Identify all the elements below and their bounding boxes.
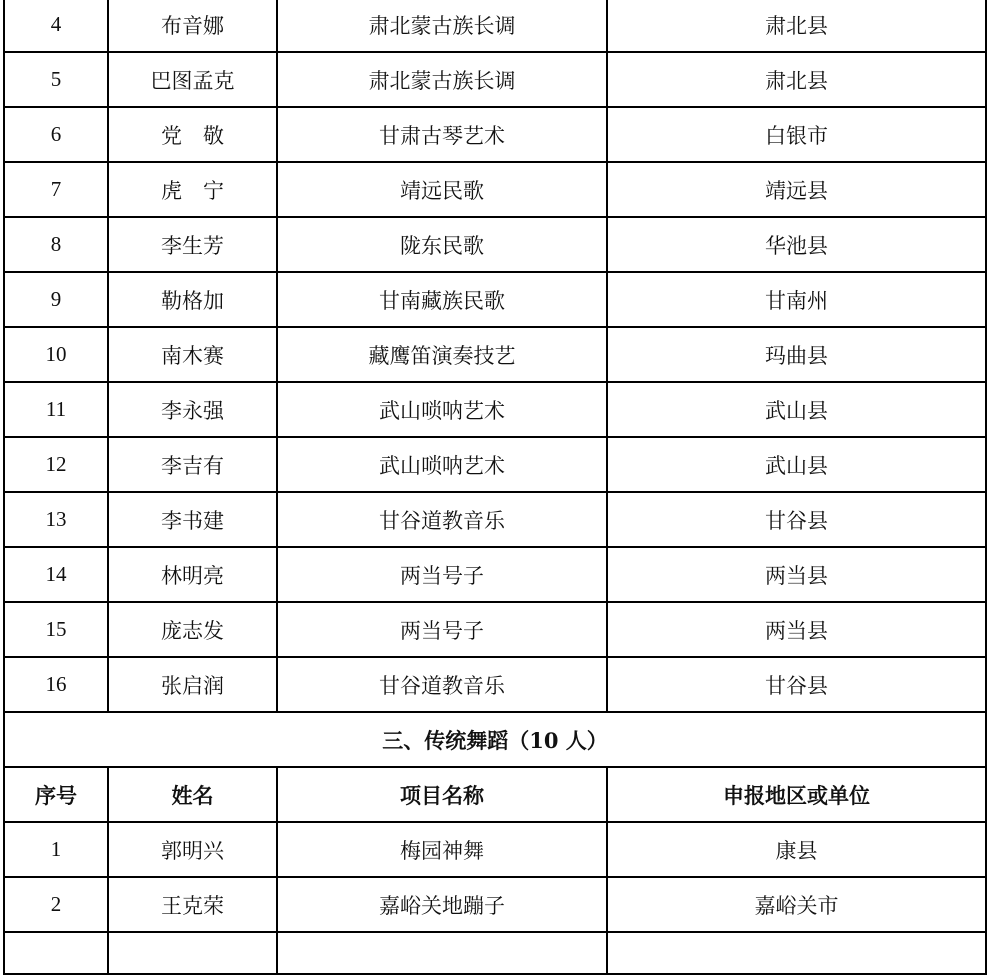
cell-project: 甘肃古琴艺术: [277, 107, 607, 162]
table-row: [4, 547, 986, 602]
cell-no: 13: [4, 492, 108, 547]
header-name: 姓名: [108, 767, 277, 822]
table-row: [4, 382, 986, 437]
cell-project: 两当号子: [277, 602, 607, 657]
cell-empty: [108, 932, 277, 974]
cell-region: 甘南州: [607, 272, 986, 327]
cell-project: 陇东民歌: [277, 217, 607, 272]
table-row: [4, 162, 986, 217]
cell-no: 14: [4, 547, 108, 602]
table-row: [4, 877, 986, 932]
header-region: 申报地区或单位: [607, 767, 986, 822]
table-row: [4, 272, 986, 327]
table-row: [4, 437, 986, 492]
cell-name: 巴图孟克: [108, 52, 277, 107]
header-no: 序号: [4, 767, 108, 822]
table-row: [4, 657, 986, 712]
cell-region: 两当县: [607, 602, 986, 657]
cell-project: 藏鹰笛演奏技艺: [277, 327, 607, 382]
cell-project: 甘谷道教音乐: [277, 657, 607, 712]
header-project: 项目名称: [277, 767, 607, 822]
cell-name: 南木赛: [108, 327, 277, 382]
cell-no: 8: [4, 217, 108, 272]
section-row: [4, 712, 986, 767]
cell-name: 勒格加: [108, 272, 277, 327]
table-row: [4, 602, 986, 657]
table-body: [4, 0, 986, 974]
cell-region: 甘谷县: [607, 492, 986, 547]
cell-no: 4: [4, 0, 108, 52]
inheritor-table: [3, 0, 987, 975]
table-row: [4, 217, 986, 272]
table-row: [4, 327, 986, 382]
cell-project: 甘谷道教音乐: [277, 492, 607, 547]
table-row: [4, 107, 986, 162]
cell-project: 靖远民歌: [277, 162, 607, 217]
cell-region: 嘉峪关市: [607, 877, 986, 932]
cell-region: 肃北县: [607, 52, 986, 107]
cell-name: 布音娜: [108, 0, 277, 52]
cell-project: 肃北蒙古族长调: [277, 52, 607, 107]
cell-no: 5: [4, 52, 108, 107]
table-row-partial: [4, 932, 986, 974]
cell-name: 李生芳: [108, 217, 277, 272]
cell-name: 李吉有: [108, 437, 277, 492]
cell-name: 李书建: [108, 492, 277, 547]
cell-no: 12: [4, 437, 108, 492]
cell-no: 15: [4, 602, 108, 657]
cell-project: 肃北蒙古族长调: [277, 0, 607, 52]
cell-name: 张启润: [108, 657, 277, 712]
cell-project: 嘉峪关地蹦子: [277, 877, 607, 932]
cell-empty: [607, 932, 986, 974]
cell-project: 两当号子: [277, 547, 607, 602]
cell-region: 白银市: [607, 107, 986, 162]
cell-region: 武山县: [607, 382, 986, 437]
cell-name: 王克荣: [108, 877, 277, 932]
cell-no: 2: [4, 877, 108, 932]
cell-name: 林明亮: [108, 547, 277, 602]
cell-project: 梅园神舞: [277, 822, 607, 877]
header-row: [4, 767, 986, 822]
cell-name: 庞志发: [108, 602, 277, 657]
table-row: [4, 0, 986, 52]
cell-region: 康县: [607, 822, 986, 877]
cell-no: 1: [4, 822, 108, 877]
cell-region: 玛曲县: [607, 327, 986, 382]
cell-region: 肃北县: [607, 0, 986, 52]
cell-name: 李永强: [108, 382, 277, 437]
table-row: [4, 52, 986, 107]
cell-region: 武山县: [607, 437, 986, 492]
cell-region: 华池县: [607, 217, 986, 272]
cell-region: 靖远县: [607, 162, 986, 217]
cell-name: 虎 宁: [108, 162, 277, 217]
cell-project: 武山唢呐艺术: [277, 437, 607, 492]
cell-no: 9: [4, 272, 108, 327]
cell-no: 7: [4, 162, 108, 217]
cell-project: 武山唢呐艺术: [277, 382, 607, 437]
cell-region: 两当县: [607, 547, 986, 602]
section-title: 三、传统舞蹈（10 人）: [4, 712, 986, 767]
cell-empty: [4, 932, 108, 974]
cell-project: 甘南藏族民歌: [277, 272, 607, 327]
cell-region: 甘谷县: [607, 657, 986, 712]
table-row: [4, 822, 986, 877]
cell-no: 16: [4, 657, 108, 712]
cell-no: 11: [4, 382, 108, 437]
cell-no: 6: [4, 107, 108, 162]
table-row: [4, 492, 986, 547]
cell-no: 10: [4, 327, 108, 382]
cell-name: 郭明兴: [108, 822, 277, 877]
cell-empty: [277, 932, 607, 974]
cell-name: 党 敬: [108, 107, 277, 162]
